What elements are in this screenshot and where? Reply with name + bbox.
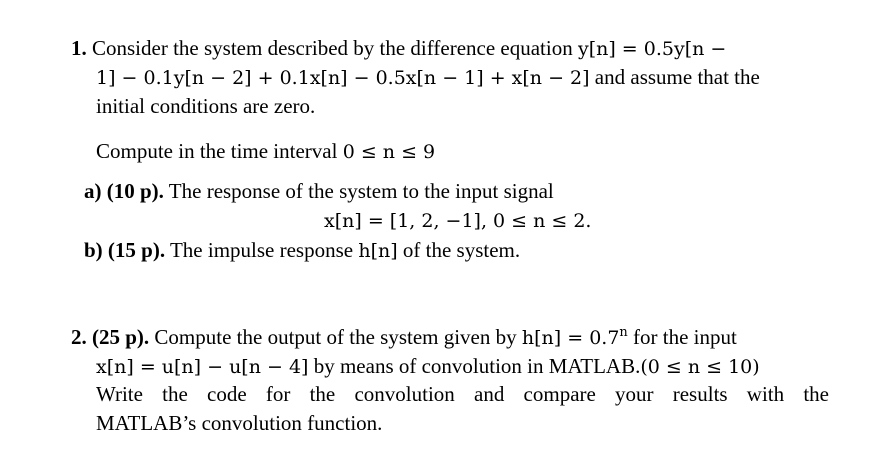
part-a-signal	[324, 207, 591, 234]
problem-1-line-1-text: Consider the system described by the difference equation	[92, 36, 573, 60]
part-a-signal-math: x[n] = [1, 2, −1], 0 ≤ n ≤ 2.	[324, 210, 592, 232]
problem-1-interval	[96, 138, 435, 165]
part-b-label: b) (15 p).	[84, 238, 166, 262]
problem-1-line-3	[96, 93, 315, 119]
part-a-text: The response of the system to the input signal	[168, 179, 554, 203]
h-equation-base: h[n] = 0.7	[521, 327, 620, 349]
h-equation-exponent: n	[619, 325, 628, 340]
problem-2-x-equation: x[n] = u[n] − u[n − 4]	[96, 356, 309, 378]
problem-1-line-1	[71, 35, 829, 62]
problem-2-range: (0 ≤ n ≤ 10)	[640, 356, 760, 378]
problem-1-equation-start: y[n] = 0.5y[n −	[577, 38, 727, 60]
part-a	[84, 178, 554, 204]
interval-math: 0 ≤ n ≤ 9	[342, 141, 436, 163]
problem-2-line-2-text: by means of convolution in MATLAB.	[313, 354, 641, 378]
part-a-label: a) (10 p).	[84, 179, 164, 203]
part-b-text-after: of the system.	[402, 238, 521, 262]
problem-2-line-3-text: Write the code for the convolution and compare your results with the	[96, 382, 829, 406]
problem-2-line-1-text: Compute the output of the system given by	[154, 325, 517, 349]
problem-1-line-2-text: and assume that the	[594, 65, 760, 89]
problem-1-equation-end: 1] − 0.1y[n − 2] + 0.1x[n] − 0.5x[n − 1] + x[n − 2]	[96, 67, 590, 89]
problem-2-h-equation	[522, 327, 628, 349]
part-b-math: h[n]	[358, 240, 398, 262]
problem-2-line-4	[96, 410, 382, 436]
problem-2-line-2	[96, 353, 760, 380]
problem-1-number: 1.	[71, 36, 87, 60]
part-b	[84, 237, 520, 264]
problem-2-points: (25 p).	[92, 325, 150, 349]
problem-2-line-1-end: for the input	[633, 325, 737, 349]
problem-2-line-3	[96, 381, 829, 407]
problem-2-line-1	[71, 324, 829, 351]
problem-2-number: 2.	[71, 325, 87, 349]
problem-2-line-4-text: MATLAB’s convolution function.	[96, 411, 383, 435]
part-b-text-before: The impulse response	[169, 238, 354, 262]
interval-text: Compute in the time interval	[96, 139, 338, 163]
problem-1-line-3-text: initial conditions are zero.	[96, 94, 316, 118]
problem-1-line-2	[96, 64, 829, 91]
